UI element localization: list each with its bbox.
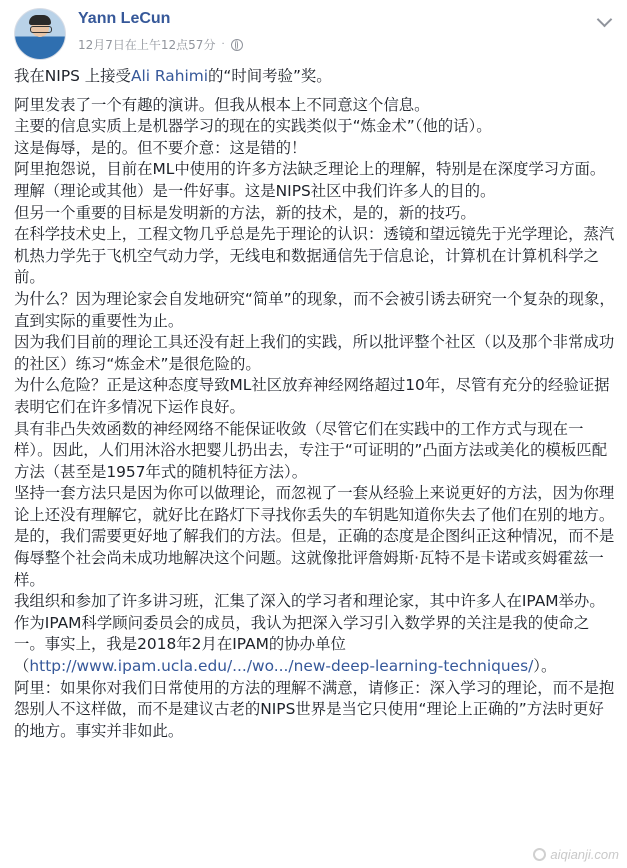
separator-dot: · — [221, 39, 225, 50]
paragraph: 理解（理论或其他）是一件好事。这是NIPS社区中我们许多人的目的。 — [14, 181, 496, 200]
paragraph: 在科学技术史上，工程文物几乎总是先于理论的认识：透镜和望远镜先于光学理论，蒸汽机热力学先于飞机空气动力学，无线电和数据通信先于信息论，计算机在计算机科学之前。 — [14, 225, 615, 287]
paragraph: 具有非凸失效函数的神经网络不能保证收敛（尽管它们在实践中的工作方式与现在一样）。因此，人们用沐浴水把婴儿扔出去，专注于“可证明的”凸面方法或美化的模板匹配方法（甚至是1957年式的随机特征方法）。 — [14, 419, 608, 481]
paragraph: 阿里发表了一个有趣的演讲。但我从根本上不同意这个信息。 — [14, 95, 430, 114]
watermark-text: aiqianji.com — [550, 847, 619, 862]
paragraph: 是的，我们需要更好地了解我们的方法。但是，正确的态度是企图纠正这种情况，而不是侮辱整个社会尚未成功地解决这个问题。这就像批评詹姆斯·瓦特不是卡诺或亥姆霍兹一样。 — [14, 527, 615, 589]
paragraph-closing: 阿里：如果你对我们日常使用的方法的理解不满意，请修正：深入学习的理论，而不是抱怨别人不这样做，而不是建议古老的NIPS世界是当它只使用“理论上正确的”方法时更好的地方。事实并非如此。 — [14, 678, 615, 740]
post-intro: 我在NIPS 上接受Ali Rahimi的“时间考验”奖。 — [14, 67, 332, 85]
paragraph: 为什么？因为理论家会自发地研究“简单”的现象，而不会被引诱去研究一个复杂的现象，直到实际的重要性为止。 — [14, 289, 615, 330]
watermark-logo-icon — [533, 848, 546, 861]
author-name[interactable]: Yann LeCun — [78, 10, 171, 27]
post-meta — [78, 36, 243, 53]
paragraph: 因为我们目前的理论工具还没有赶上我们的实践，所以批评整个社区（以及那个非常成功的社区）练习“炼金术”是很危险的。 — [14, 333, 615, 373]
avatar[interactable] — [14, 8, 66, 60]
mention-link[interactable]: Ali Rahimi — [130, 67, 209, 85]
paragraph: 为什么危险？正是这种态度导致ML社区放弃神经网络超过10年，尽管有充分的经验证据表明它们在许多情况下运作良好。 — [14, 376, 610, 416]
chevron-down-icon[interactable] — [597, 12, 613, 28]
ipam-link[interactable]: http://www.ipam.ucla.edu/.../wo.../new-deep-learning-techniques/ — [29, 657, 534, 676]
post-body — [14, 66, 618, 742]
paragraph: 坚持一套方法只是因为你可以做理论，而忽视了一套从经验上来说更好的方法，因为你理论上还没有理解它，就好比在路灯下寻找你丢失的车钥匙知道你失去了他们在别的地方。 — [14, 484, 615, 524]
paragraph-ipam: 我组织和参加了许多讲习班，汇集了深入的学习者和理论家，其中许多人在IPAM举办。作为IPAM科学顾问委员会的成员，我认为把深入学习引入数学界的关注是我的使命之一。事实上，我是2018年2月在IPAM的协办单位（http://www.ipam.ucla.edu/.../wo.../new-deep-learning-techniques/）。 — [14, 592, 605, 676]
paragraph: 阿里抱怨说，目前在ML中使用的许多方法缺乏理论上的理解，特别是在深度学习方面。 — [14, 160, 606, 179]
post-header — [14, 6, 614, 56]
paragraph: 这是侮辱，是的。但不要介意：这是错的！ — [14, 138, 307, 157]
post-timestamp[interactable]: 12月7日在上午12点57分 — [78, 38, 216, 52]
globe-icon[interactable] — [231, 39, 243, 51]
paragraph: 主要的信息实质上是机器学习的现在的实践类似于“炼金术”（他的话）。 — [14, 117, 492, 136]
paragraph: 但另一个重要的目标是发明新的方法，新的技术，是的，新的技巧。 — [14, 203, 476, 222]
watermark — [533, 847, 619, 862]
